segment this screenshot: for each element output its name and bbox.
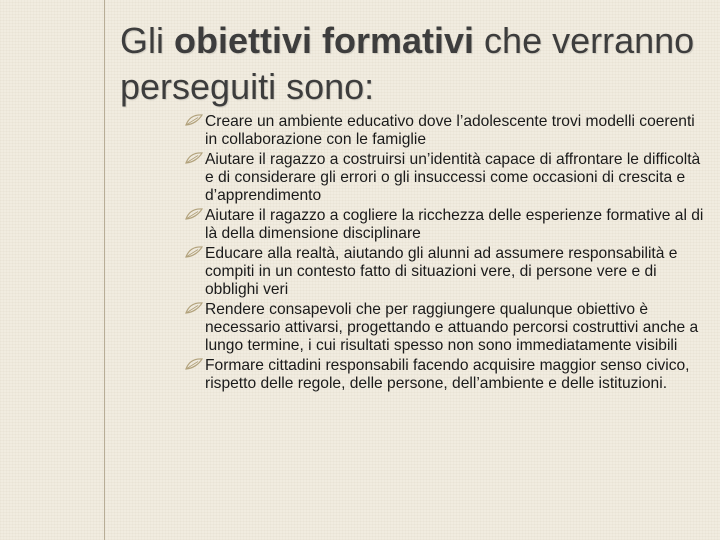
list-item bbox=[185, 113, 705, 149]
leaf-bullet-icon bbox=[185, 208, 205, 220]
list-item-text: Aiutare il ragazzo a cogliere la ricchezza delle esperienze formative al di là della dimensione disciplinare bbox=[205, 207, 704, 242]
title-part-2: che verranno perseguiti sono: bbox=[120, 20, 695, 107]
list-item-text: Creare un ambiente educativo dove l’adolescente trovi modelli coerenti in collaborazione con le famiglie bbox=[205, 113, 695, 148]
leaf-bullet-icon bbox=[185, 114, 205, 126]
leaf-bullet-icon bbox=[185, 302, 205, 314]
list-item bbox=[185, 151, 705, 205]
left-vertical-rule bbox=[104, 0, 105, 540]
slide-title bbox=[120, 18, 700, 110]
list-item bbox=[185, 357, 705, 393]
list-item-text: Educare alla realtà, aiutando gli alunni ad assumere responsabilità e compiti in un contesto fatto di situazioni vere, di persone vere e di obblighi veri bbox=[205, 245, 678, 298]
leaf-bullet-icon bbox=[185, 152, 205, 164]
list-item bbox=[185, 207, 705, 243]
objectives-list bbox=[185, 113, 705, 395]
list-item-text: Aiutare il ragazzo a costruirsi un’identità capace di affrontare le difficoltà e di considerare gli errori o gli insuccessi come occasioni di crescita e d’apprendimento bbox=[205, 151, 701, 204]
list-item-text: Rendere consapevoli che per raggiungere qualunque obiettivo è necessario attivarsi, progettando e attuando percorsi costruttivi anche a lungo termine, i cui risultati spesso non sono immediatamente visibili bbox=[205, 301, 699, 354]
title-emphasis: obiettivi formativi bbox=[174, 20, 475, 61]
list-item-text: Formare cittadini responsabili facendo acquisire maggior senso civico, rispetto delle regole, delle persone, dell’ambiente e delle istituzioni. bbox=[205, 357, 690, 392]
list-item bbox=[185, 245, 705, 299]
list-item bbox=[185, 301, 705, 355]
title-part-1: Gli bbox=[120, 20, 174, 61]
leaf-bullet-icon bbox=[185, 246, 205, 258]
leaf-bullet-icon bbox=[185, 358, 205, 370]
